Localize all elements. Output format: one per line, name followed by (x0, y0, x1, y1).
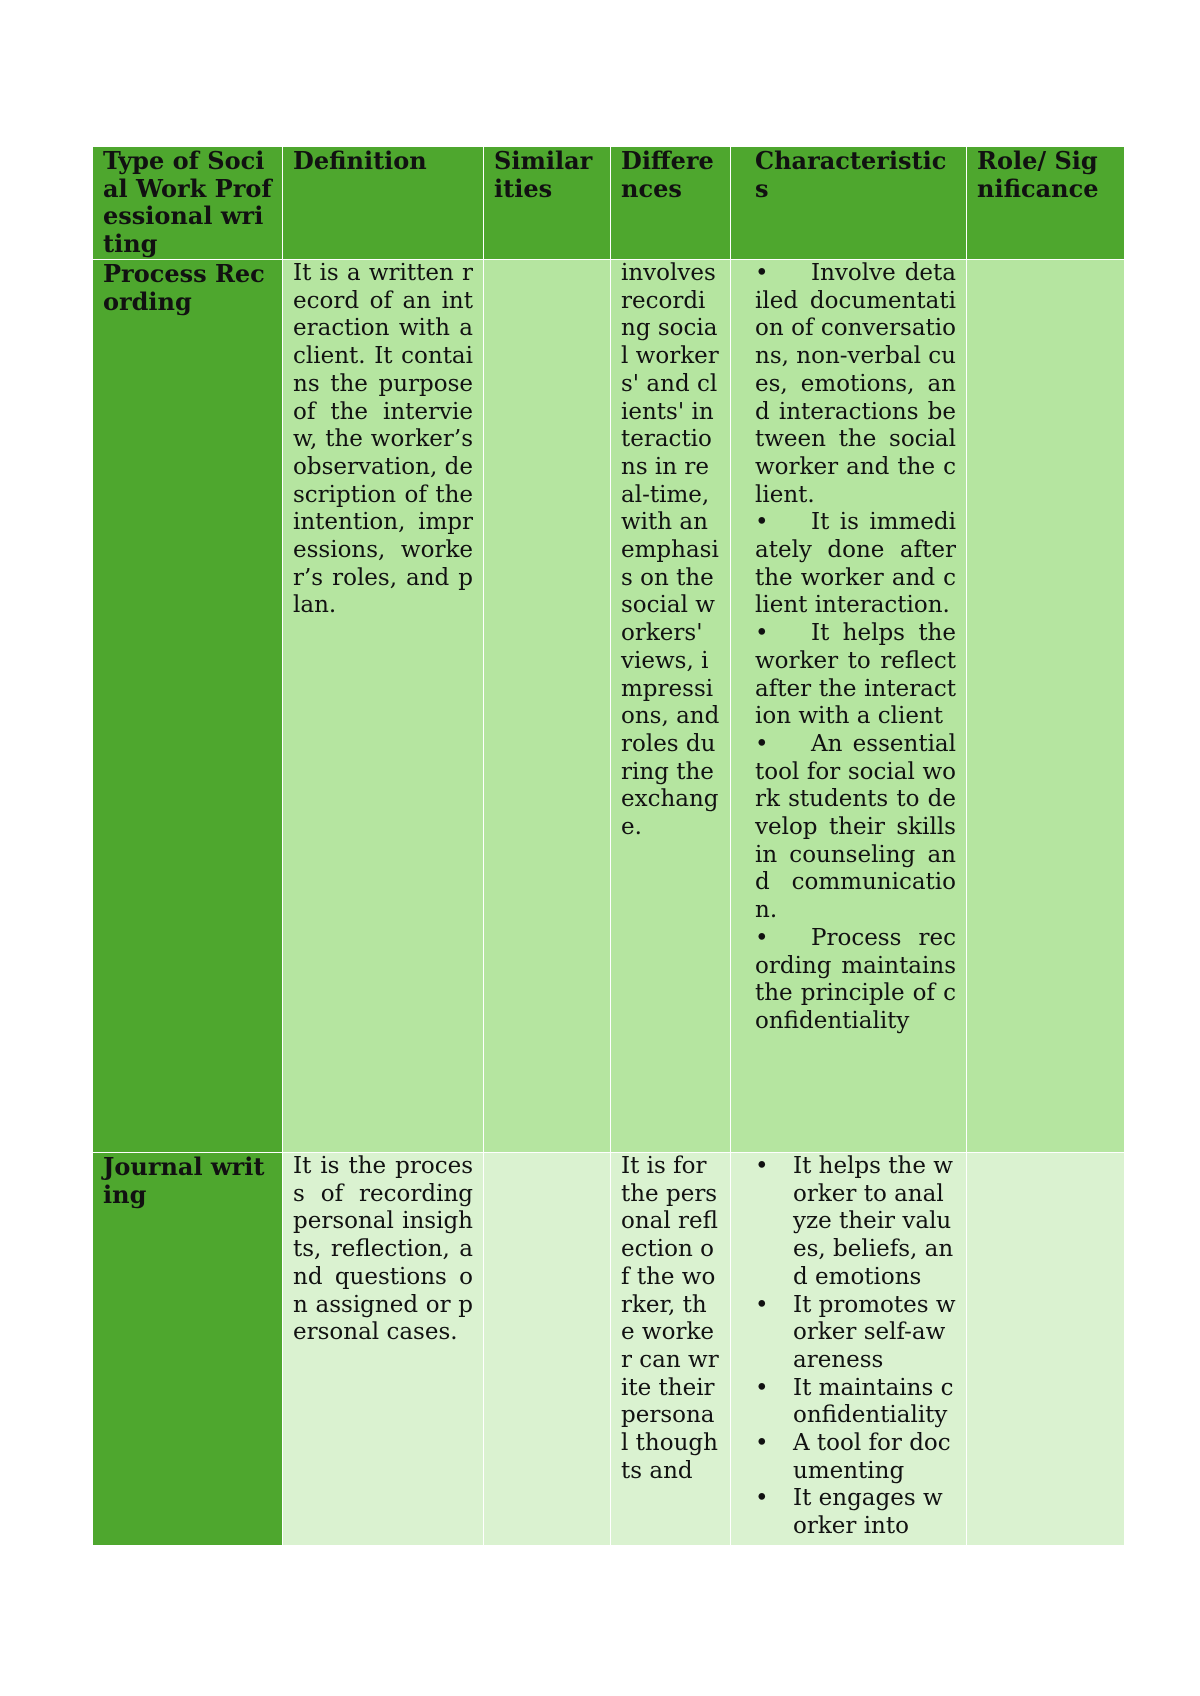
row-differences: It is for the personal reflection of the worker, the worker can write their personal thoughts and (611, 1153, 731, 1546)
bullet-icon: • (755, 1430, 769, 1457)
list-item: • It is immediately done after the worker and client interaction. (755, 509, 956, 619)
list-item: • It promotes worker self-awareness (755, 1291, 956, 1373)
list-item: • It helps the worker to analyze their values, beliefs, and emotions (755, 1153, 954, 1290)
bullet-icon: • (755, 924, 769, 951)
bullet-icon: • (755, 730, 769, 757)
header-similarities: Similarities (484, 147, 611, 260)
bullet-icon: • (755, 260, 769, 286)
list-item: • It helps the worker to reflect after the interaction with a client (755, 620, 956, 730)
bullet-icon: • (755, 509, 769, 536)
row-similarities (484, 1153, 611, 1546)
characteristics-list (755, 260, 956, 1036)
row-similarities (484, 260, 611, 1153)
table-header-row (93, 147, 1125, 260)
list-item: • A tool for documenting (755, 1430, 951, 1484)
list-item: • It maintains confidentiality (755, 1374, 954, 1429)
row-definition: It is a written record of an interaction with a client. It contains the purpose of the interview, the worker’s observation, description of the intention, impressions, worker’s roles, and plan. (283, 260, 484, 1153)
row-role (967, 260, 1125, 1153)
header-characteristics: Characteristics (731, 147, 967, 260)
row-characteristics (731, 1153, 967, 1546)
list-item: • It engages worker into (755, 1485, 943, 1540)
header-definition: Definition (283, 147, 484, 260)
bullet-icon: • (755, 1153, 769, 1179)
row-differences: involves recording social workers' and clients' interactions in real-time, with an emphasis on the social workers' views, impressions, and roles during the exchange. (611, 260, 731, 1153)
header-differences: Differences (611, 147, 731, 260)
characteristics-list (755, 1153, 956, 1541)
list-item: • Process recording maintains the principle of confidentiality (755, 924, 956, 1034)
row-role (967, 1153, 1125, 1546)
row-type: Process Recording (93, 260, 283, 1153)
header-type: Type of Social Work Professional writing (93, 147, 283, 260)
row-characteristics (731, 260, 967, 1153)
header-role: Role/ Significance (967, 147, 1125, 260)
table-row (93, 1153, 1125, 1546)
social-work-writing-table (92, 146, 1125, 1546)
bullet-icon: • (755, 1291, 769, 1318)
bullet-icon: • (755, 620, 769, 647)
row-type: Journal writing (93, 1153, 283, 1546)
row-definition: It is the process of recording personal insights, reflection, and questions on assigned or personal cases. (283, 1153, 484, 1546)
list-item: • Involve detailed documentation of conversations, non-verbal cues, emotions, and interactions between the social worker and the client. (755, 260, 956, 508)
table-row (93, 260, 1125, 1153)
bullet-icon: • (755, 1485, 769, 1512)
bullet-icon: • (755, 1374, 769, 1401)
list-item: • An essential tool for social work students to develop their skills in counseling and communication. (755, 730, 956, 924)
